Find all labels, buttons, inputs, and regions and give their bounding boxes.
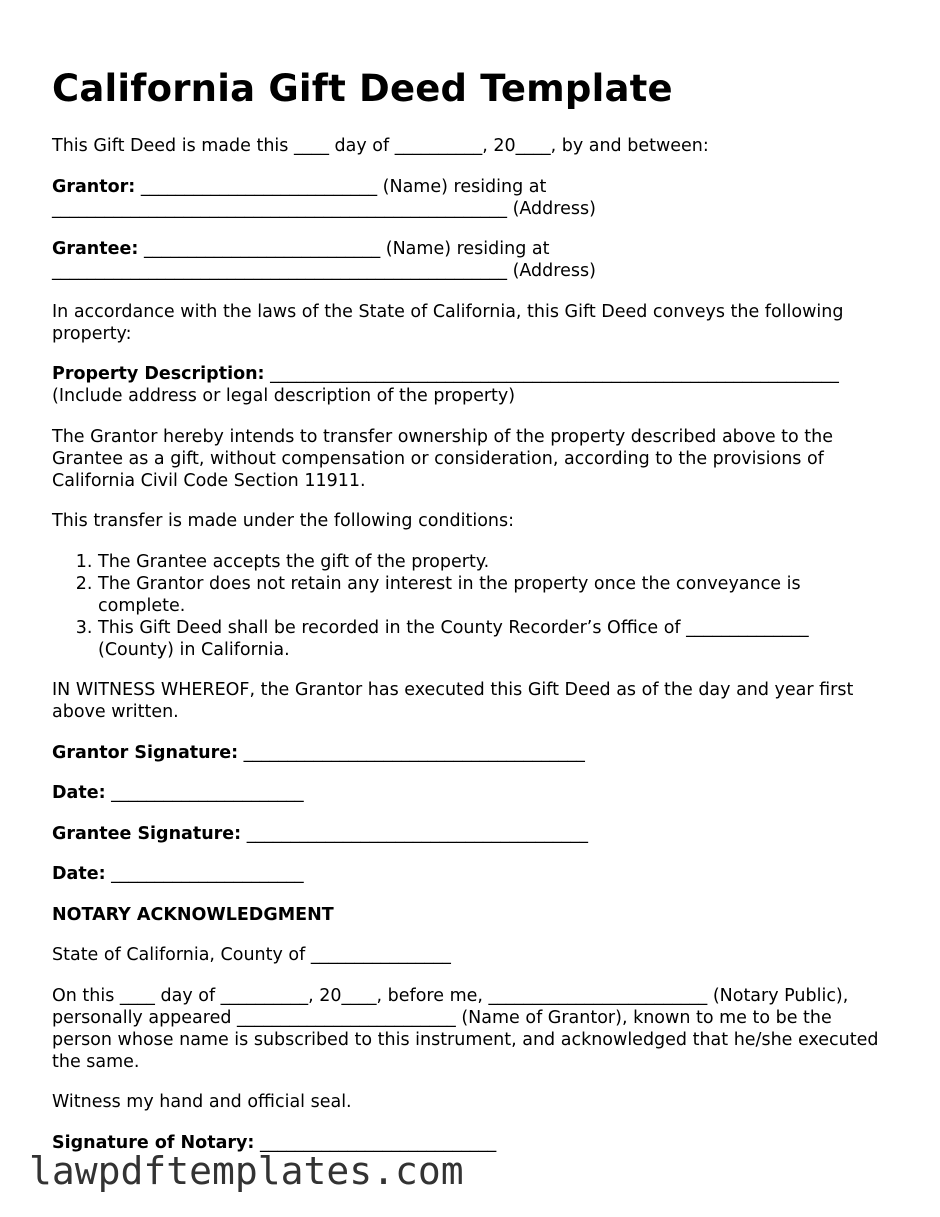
grantee-name-line: ___________________________ (Name) residing at (138, 239, 550, 259)
grantee-date-label: Date: (52, 864, 106, 884)
grantor-date-line (52, 782, 888, 804)
grantee-signature-blank: _______________________________________ (241, 823, 589, 844)
grantee-block (52, 238, 888, 282)
conditions-list (52, 551, 888, 661)
grantee-date-line (52, 863, 888, 885)
notary-state-county: State of California, County of ________________ (52, 945, 451, 965)
list-item: 1. The Grantee accepts the gift of the property. (98, 551, 888, 573)
grantor-signature-label: Grantor Signature: (52, 742, 239, 763)
grantee-date-blank: ______________________ (105, 864, 304, 884)
grantee-signature-label: Grantee Signature: (52, 823, 242, 844)
document-title: California Gift Deed Template (52, 67, 673, 110)
intro-paragraph: This Gift Deed is made this ____ day of __________, 20____, by and between: (52, 136, 709, 156)
grantor-label: Grantor: (52, 176, 136, 197)
grantor-date-label: Date: (52, 783, 106, 803)
grantor-signature-blank: _______________________________________ (238, 742, 585, 763)
grantor-name-line: ___________________________ (Name) residing at (135, 176, 547, 197)
grantee-label: Grantee: (52, 239, 139, 259)
property-line: _________________________________________________________________ (264, 364, 839, 384)
grantor-date-blank: ______________________ (105, 783, 304, 803)
notary-seal-line: Witness my hand and official seal. (52, 1092, 352, 1112)
notary-body: On this ____ day of __________, 20____, before me, _________________________ (Notary Public), personally appeared _________________________ (Name of Grantor), known to me to be the person whose name is subscribed to this instrument, and acknowledged that he/she executed the same. (52, 985, 879, 1072)
grantee-address-line: ____________________________________________________ (Address) (52, 261, 596, 281)
conditions-intro: This transfer is made under the following conditions: (52, 511, 515, 531)
notary-heading (52, 904, 888, 926)
list-item: 2. The Grantor does not retain any interest in the property once the conveyance is complete. (98, 573, 888, 617)
grantor-signature-line (52, 742, 888, 764)
witness-paragraph: IN WITNESS WHEREOF, the Grantor has executed this Gift Deed as of the day and year first above written. (52, 680, 854, 722)
watermark: lawpdftemplates.com (29, 1149, 464, 1193)
property-block (52, 363, 888, 407)
document-body (52, 135, 888, 1172)
grantee-signature-line (52, 823, 888, 845)
accordance-paragraph: In accordance with the laws of the State of California, this Gift Deed conveys the following property: (52, 301, 844, 344)
grantor-block (52, 176, 888, 220)
notary-signature-label: Signature of Notary: (52, 1132, 255, 1153)
list-item: 3. This Gift Deed shall be recorded in the County Recorder’s Office of ______________ (County) in California. (98, 617, 888, 661)
grantor-address-line: ____________________________________________________ (Address) (52, 198, 596, 219)
property-label: Property Description: (52, 364, 265, 384)
notary-signature-blank: ___________________________ (254, 1132, 497, 1153)
notary-heading-text: NOTARY ACKNOWLEDGMENT (52, 904, 334, 925)
property-note: (Include address or legal description of the property) (52, 386, 516, 406)
intent-paragraph: The Grantor hereby intends to transfer ownership of the property described above to the Grantee as a gift, without compensation or consideration, according to the provisions of California Civil Code Section 11911. (52, 426, 834, 491)
